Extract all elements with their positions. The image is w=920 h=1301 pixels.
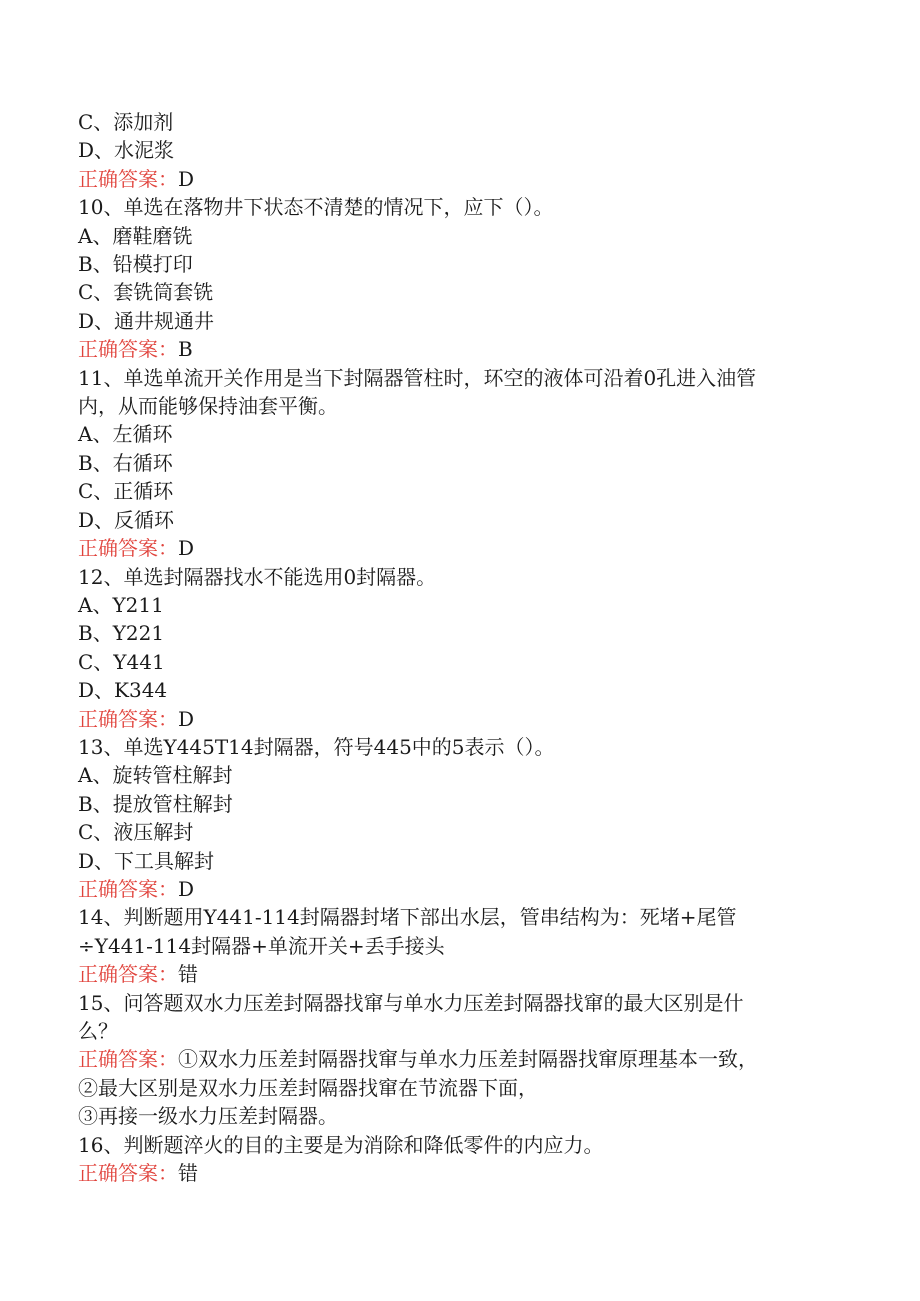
- question-line: 14、判断题用Y441-114封隔器封堵下部出水层，管串结构为：死堵+尾管: [78, 905, 737, 930]
- option-line: C、添加剂: [78, 110, 174, 134]
- option-line: A、左循环: [78, 422, 173, 447]
- question-line: 12、单选封隔器找水不能选用0封隔器。: [78, 564, 437, 589]
- answer-line: [78, 534, 838, 562]
- option-line: C、Y441: [78, 649, 165, 674]
- question-line: 11、单选单流开关作用是当下封隔器管柱时，环空的液体可沿着0孔进入油管: [78, 365, 757, 390]
- answer-line: [78, 960, 838, 988]
- question-line: 16、判断题淬火的目的主要是为消除和降低零件的内应力。: [78, 1132, 604, 1157]
- answer-value: D: [178, 166, 195, 191]
- answer-value: 错: [178, 962, 198, 987]
- option-line: B、Y221: [78, 621, 165, 646]
- question-line: 10、单选在落物井下状态不清楚的情况下，应下（）。: [78, 195, 554, 220]
- answer-line: [78, 1159, 838, 1187]
- answer-line: [78, 335, 838, 363]
- option-line: B、提放管柱解封: [78, 791, 233, 816]
- option-line: D、反循环: [78, 507, 175, 532]
- question-line: 内，从而能够保持油套平衡。: [78, 394, 338, 419]
- answer-label: 正确答案：: [78, 166, 178, 191]
- question-list: [78, 108, 838, 1187]
- answer-label: 正确答案：: [78, 706, 178, 731]
- answer-label: 正确答案：: [78, 1161, 178, 1186]
- answer-line: [78, 875, 838, 903]
- answer-value: D: [178, 536, 195, 561]
- answer-text-line: ③再接一级水力压差封隔器。: [78, 1104, 338, 1129]
- answer-value: ①双水力压差封隔器找窜与单水力压差封隔器找窜原理基本一致，: [178, 1047, 758, 1072]
- question-line: 15、问答题双水力压差封隔器找窜与单水力压差封隔器找窜的最大区别是什: [78, 990, 744, 1015]
- answer-label: 正确答案：: [78, 1047, 178, 1072]
- option-line: A、旋转管柱解封: [78, 763, 233, 788]
- answer-line: [78, 705, 838, 733]
- answer-value: 错: [178, 1161, 198, 1186]
- option-line: D、水泥浆: [78, 138, 175, 163]
- option-line: D、K344: [78, 678, 168, 703]
- answer-value: D: [178, 706, 195, 731]
- answer-label: 正确答案：: [78, 876, 178, 901]
- answer-label: 正确答案：: [78, 536, 178, 561]
- option-line: A、Y211: [78, 592, 164, 617]
- option-line: C、正循环: [78, 479, 174, 504]
- question-line: 13、单选Y445T14封隔器，符号445中的5表示（）。: [78, 734, 555, 759]
- answer-line: [78, 1045, 838, 1073]
- answer-text-line: ②最大区别是双水力压差封隔器找窜在节流器下面，: [78, 1075, 538, 1100]
- answer-label: 正确答案：: [78, 962, 178, 987]
- answer-value: D: [178, 876, 195, 901]
- answer-value: B: [178, 337, 193, 362]
- question-line: 么？: [78, 1019, 118, 1043]
- option-line: C、套铣筒套铣: [78, 280, 214, 305]
- question-line: ÷Y441-114封隔器+单流开关+丢手接头: [78, 933, 445, 958]
- option-line: C、液压解封: [78, 820, 194, 845]
- option-line: B、铅模打印: [78, 252, 193, 277]
- option-line: D、通井规通井: [78, 308, 215, 333]
- answer-label: 正确答案：: [78, 337, 178, 362]
- option-line: D、下工具解封: [78, 848, 215, 873]
- answer-line: [78, 165, 838, 193]
- option-line: B、右循环: [78, 450, 173, 475]
- option-line: A、磨鞋磨铣: [78, 223, 193, 248]
